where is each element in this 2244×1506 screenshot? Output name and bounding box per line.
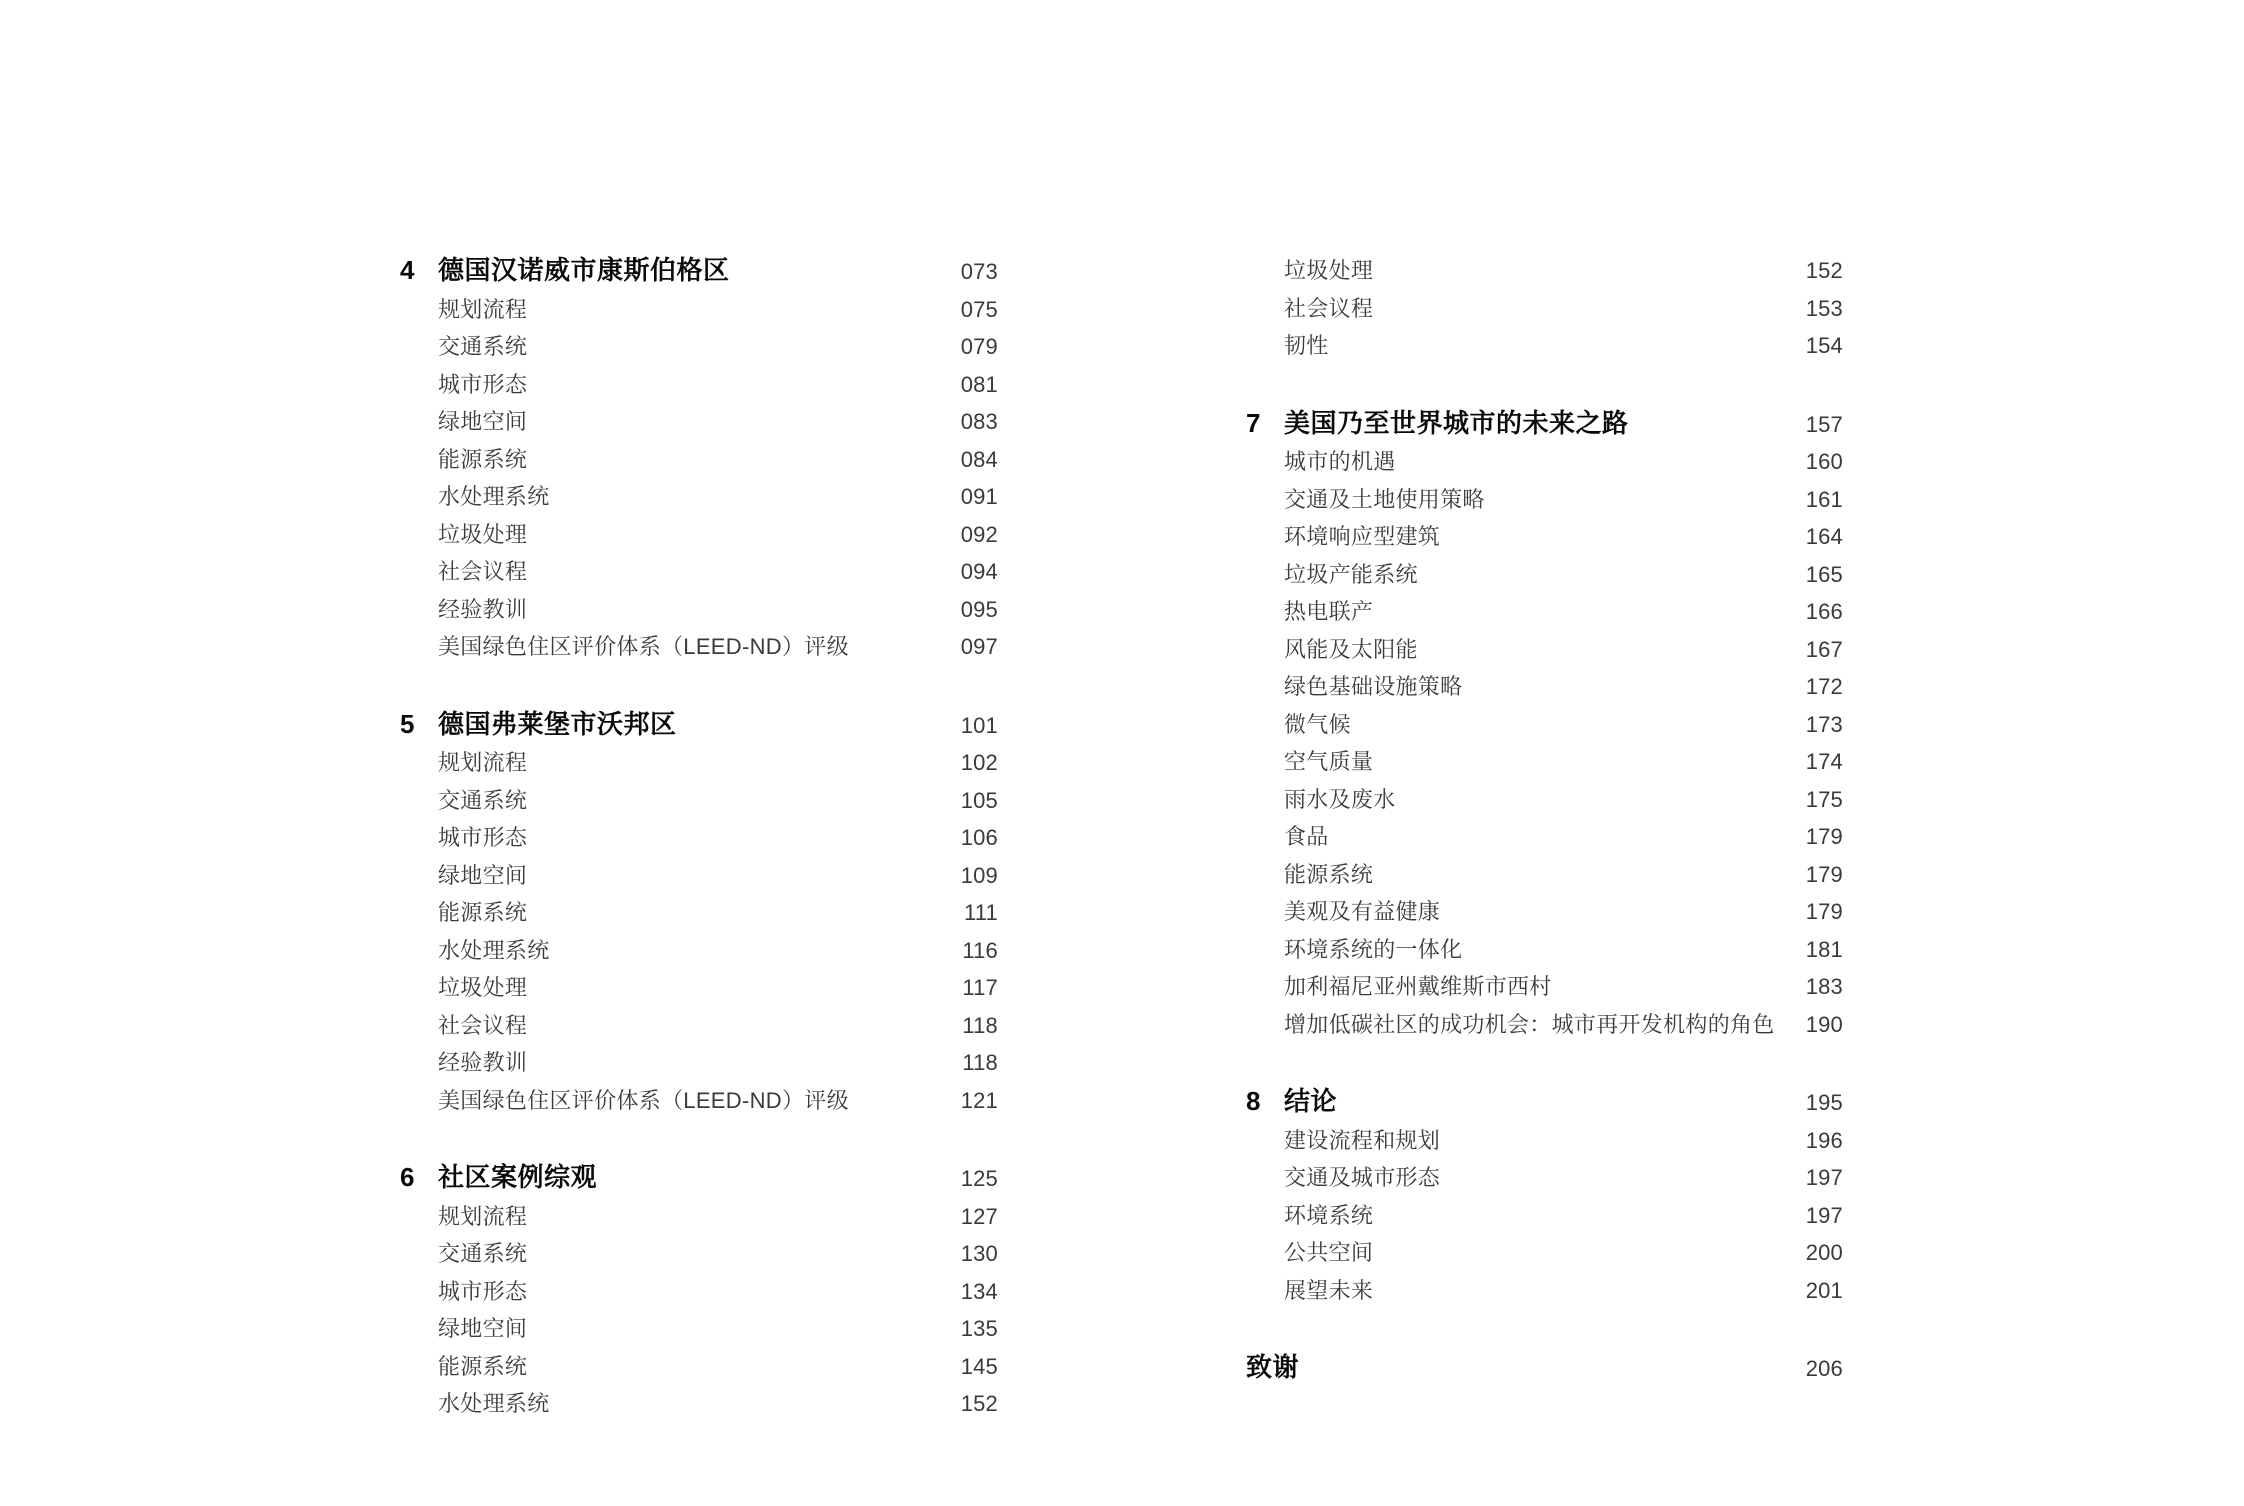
toc-entry-page-number: 167: [1805, 636, 1843, 662]
toc-entry-row: [400, 1044, 998, 1082]
toc-entry-label: 城市形态: [438, 371, 528, 397]
toc-entry-label: 食品: [1284, 824, 1329, 849]
toc-entry-label: 韧性: [1284, 333, 1329, 358]
chapter-page-number: 125: [960, 1166, 998, 1191]
toc-entry-row: [1246, 668, 1843, 706]
toc-entry-row: [1246, 931, 1843, 969]
toc-entry-page-number: 127: [960, 1203, 998, 1229]
toc-entry-page-number: 145: [960, 1353, 998, 1379]
chapter-items: [1246, 252, 1843, 365]
toc-entry-label: 交通系统: [438, 787, 528, 813]
toc-entry-page-number: 106: [960, 825, 998, 850]
toc-entry-row: [1246, 518, 1843, 556]
toc-entry-label: 垃圾处理: [438, 975, 528, 1000]
toc-entry-label: 风能及太阳能: [1284, 636, 1418, 662]
chapter-number: 6: [400, 1162, 415, 1192]
toc-entry-page-number: 175: [1805, 786, 1843, 812]
toc-entry-label: 微气候: [1284, 711, 1351, 737]
toc-entry-page-number: 118: [962, 1012, 998, 1038]
toc-entry-row: [400, 291, 998, 329]
toc-entry-page-number: 079: [960, 334, 998, 359]
toc-entry-page-number: 102: [960, 750, 998, 775]
toc-entry-row: [1246, 1122, 1843, 1160]
toc-entry-row: [1246, 1197, 1843, 1235]
toc-entry-row: [1246, 856, 1843, 894]
toc-entry-page-number: 179: [1805, 824, 1843, 849]
toc-entry-page-number: 166: [1805, 599, 1843, 624]
toc-entry-row: [400, 1348, 998, 1386]
toc-entry-label: 城市形态: [438, 825, 528, 850]
toc-entry-label: 热电联产: [1284, 599, 1374, 624]
toc-entry-row: [400, 1235, 998, 1273]
toc-entry-page-number: 183: [1805, 974, 1843, 999]
chapter-title: 德国汉诺威市康斯伯格区: [438, 255, 730, 285]
toc-entry-page-number: 173: [1805, 711, 1843, 737]
toc-entry-row: [400, 1082, 998, 1120]
toc-entry-row: [1246, 593, 1843, 631]
toc-entry-row: [400, 1007, 998, 1045]
chapter-items: [1246, 443, 1843, 1043]
toc-entry-row: [1246, 781, 1843, 819]
toc-entry-row: [1246, 818, 1843, 856]
toc-entry-label: 能源系统: [438, 1353, 528, 1379]
toc-entry-label: 绿地空间: [438, 1316, 528, 1341]
chapter-title: 致谢: [1246, 1352, 1300, 1382]
toc-entry-page-number: 201: [1805, 1277, 1843, 1303]
toc-entry-row: [1246, 481, 1843, 519]
toc-entry-label: 城市的机遇: [1284, 449, 1396, 474]
chapter-title: 社区案例综观: [438, 1162, 598, 1192]
toc-entry-page-number: 111: [963, 900, 998, 925]
toc-entry-label: 社会议程: [1284, 295, 1374, 321]
toc-block: [400, 1159, 998, 1423]
toc-entry-page-number: 075: [960, 296, 998, 322]
chapter-number: 8: [1246, 1086, 1261, 1116]
toc-entry-page-number: 105: [960, 787, 998, 813]
toc-entry-page-number: 121: [960, 1087, 998, 1113]
toc-entry-label: 环境系统: [1284, 1202, 1374, 1228]
toc-entry-label: 水处理系统: [438, 1391, 550, 1416]
chapter-page-number: 157: [1805, 411, 1843, 437]
chapter-title: 结论: [1284, 1086, 1338, 1116]
chapter-heading-row: [400, 706, 998, 745]
chapter-number: 7: [1246, 407, 1261, 438]
chapter-number: 4: [400, 255, 415, 285]
toc-entry-page-number: 117: [962, 975, 998, 1000]
chapter-items: [1246, 1122, 1843, 1310]
toc-entry-label: 建设流程和规划: [1284, 1127, 1441, 1153]
chapter-title: 美国乃至世界城市的未来之路: [1284, 407, 1629, 438]
toc-block: [1246, 1083, 1843, 1309]
toc-entry-label: 规划流程: [438, 296, 528, 322]
toc-entry-row: [400, 894, 998, 932]
toc-entry-label: 环境响应型建筑: [1284, 524, 1441, 549]
toc-block: [1246, 252, 1843, 365]
toc-entry-label: 交通及城市形态: [1284, 1165, 1441, 1190]
toc-entry-page-number: 084: [960, 446, 998, 472]
toc-entry-label: 绿地空间: [438, 862, 528, 888]
toc-entry-row: [1246, 1234, 1843, 1272]
toc-entry-label: 能源系统: [1284, 861, 1374, 887]
toc-entry-row: [400, 591, 998, 629]
toc-entry-page-number: 094: [960, 559, 998, 584]
toc-entry-page-number: 190: [1805, 1011, 1843, 1037]
chapter-page-number: 195: [1805, 1090, 1843, 1115]
toc-entry-label: 垃圾处理: [1284, 258, 1374, 283]
toc-entry-label: 交通及土地使用策略: [1284, 486, 1485, 512]
toc-entry-label: 规划流程: [438, 750, 528, 775]
toc-entry-row: [1246, 556, 1843, 594]
toc-entry-page-number: 179: [1805, 899, 1843, 924]
toc-entry-row: [400, 782, 998, 820]
toc-entry-row: [1246, 706, 1843, 744]
toc-block: [400, 252, 998, 666]
toc-entry-page-number: 179: [1805, 861, 1843, 887]
toc-entry-page-number: 134: [960, 1278, 998, 1304]
toc-entry-page-number: 081: [960, 371, 998, 397]
toc-entry-page-number: 095: [960, 596, 998, 622]
toc-entry-page-number: 097: [960, 634, 998, 659]
toc-entry-row: [400, 819, 998, 857]
toc-entry-row: [1246, 1159, 1843, 1197]
chapter-heading-row: [1246, 1349, 1843, 1388]
toc-entry-page-number: 196: [1805, 1127, 1843, 1153]
toc-entry-row: [1246, 252, 1843, 290]
toc-entry-label: 垃圾处理: [438, 521, 528, 547]
toc-entry-label: 空气质量: [1284, 749, 1374, 774]
toc-block: [1246, 405, 1843, 1044]
toc-entry-page-number: 083: [960, 409, 998, 434]
toc-entry-page-number: 160: [1805, 449, 1843, 474]
toc-entry-label: 环境系统的一体化: [1284, 936, 1463, 962]
toc-entry-row: [1246, 893, 1843, 931]
chapter-page-number: 206: [1805, 1356, 1843, 1381]
toc-entry-page-number: 091: [960, 484, 998, 509]
toc-entry-row: [1246, 743, 1843, 781]
toc-entry-label: 交通系统: [438, 1241, 528, 1266]
toc-entry-page-number: 165: [1805, 561, 1843, 587]
toc-entry-label: 能源系统: [438, 446, 528, 472]
chapter-heading-row: [1246, 1083, 1843, 1122]
toc-entry-page-number: 197: [1805, 1202, 1843, 1228]
toc-column-left: [400, 252, 998, 1423]
toc-entry-row: [1246, 290, 1843, 328]
toc-entry-page-number: 130: [960, 1241, 998, 1266]
toc-entry-page-number: 116: [962, 937, 998, 963]
toc-entry-label: 水处理系统: [438, 484, 550, 509]
toc-entry-label: 城市形态: [438, 1278, 528, 1304]
toc-entry-page-number: 154: [1805, 333, 1843, 358]
toc-entry-row: [400, 969, 998, 1007]
toc-entry-page-number: 200: [1805, 1240, 1843, 1265]
toc-entry-row: [1246, 968, 1843, 1006]
toc-entry-row: [400, 932, 998, 970]
chapter-page-number: 073: [960, 259, 998, 284]
toc-entry-row: [1246, 443, 1843, 481]
toc-entry-row: [1246, 631, 1843, 669]
toc-entry-row: [1246, 1272, 1843, 1310]
toc-entry-row: [400, 1385, 998, 1423]
toc-entry-label: 能源系统: [438, 900, 528, 925]
toc-entry-label: 经验教训: [438, 596, 528, 622]
toc-block: [400, 706, 998, 1120]
toc-entry-page-number: 197: [1805, 1165, 1843, 1190]
toc-entry-row: [400, 478, 998, 516]
toc-entry-row: [400, 553, 998, 591]
toc-entry-page-number: 161: [1805, 486, 1843, 512]
toc-entry-label: 规划流程: [438, 1203, 528, 1229]
toc-entry-page-number: 152: [960, 1391, 998, 1416]
toc-block: [1246, 1349, 1843, 1388]
toc-entry-page-number: 153: [1805, 295, 1843, 321]
toc-entry-row: [400, 744, 998, 782]
chapter-items: [400, 744, 998, 1119]
toc-entry-label: 雨水及废水: [1284, 786, 1396, 812]
chapter-heading-row: [400, 1159, 998, 1198]
toc-entry-label: 社会议程: [438, 1012, 528, 1038]
toc-entry-label: 公共空间: [1284, 1240, 1374, 1265]
toc-entry-page-number: 118: [962, 1050, 998, 1075]
toc-entry-label: 水处理系统: [438, 937, 550, 963]
toc-column-right: [1246, 252, 1843, 1388]
toc-entry-page-number: 092: [960, 521, 998, 547]
toc-entry-row: [1246, 1006, 1843, 1044]
toc-entry-page-number: 172: [1805, 674, 1843, 699]
toc-entry-row: [400, 516, 998, 554]
chapter-heading-row: [400, 252, 998, 291]
toc-entry-page-number: 181: [1805, 936, 1843, 962]
chapter-number: 5: [400, 708, 415, 739]
toc-entry-label: 绿色基础设施策略: [1284, 674, 1463, 699]
toc-entry-row: [400, 857, 998, 895]
toc-entry-label: 经验教训: [438, 1050, 528, 1075]
toc-entry-label: 美国绿色住区评价体系（LEED-ND）评级: [438, 634, 849, 659]
toc-entry-label: 增加低碳社区的成功机会：城市再开发机构的角色: [1284, 1011, 1775, 1037]
toc-entry-row: [400, 403, 998, 441]
toc-entry-label: 社会议程: [438, 559, 528, 584]
toc-entry-label: 美国绿色住区评价体系（LEED-ND）评级: [438, 1087, 849, 1113]
toc-entry-label: 展望未来: [1284, 1277, 1374, 1303]
toc-entry-row: [400, 366, 998, 404]
toc-entry-row: [400, 1273, 998, 1311]
toc-entry-row: [400, 628, 998, 666]
toc-entry-row: [400, 1198, 998, 1236]
chapter-page-number: 101: [960, 712, 998, 738]
toc-entry-label: 美观及有益健康: [1284, 899, 1441, 924]
toc-entry-row: [400, 1310, 998, 1348]
chapter-items: [400, 1198, 998, 1423]
chapter-heading-row: [1246, 405, 1843, 444]
toc-entry-page-number: 152: [1805, 258, 1843, 283]
toc-entry-label: 交通系统: [438, 334, 528, 359]
chapter-title: 德国弗莱堡市沃邦区: [438, 708, 677, 739]
toc-entry-row: [400, 441, 998, 479]
toc-entry-row: [400, 328, 998, 366]
toc-entry-label: 绿地空间: [438, 409, 528, 434]
chapter-items: [400, 291, 998, 666]
toc-entry-page-number: 164: [1805, 524, 1843, 549]
toc-entry-label: 加利福尼亚州戴维斯市西村: [1284, 974, 1552, 999]
toc-entry-page-number: 135: [960, 1316, 998, 1341]
toc-entry-row: [1246, 327, 1843, 365]
toc-entry-label: 垃圾产能系统: [1284, 561, 1418, 587]
toc-entry-page-number: 109: [960, 862, 998, 888]
toc-entry-page-number: 174: [1805, 749, 1843, 774]
